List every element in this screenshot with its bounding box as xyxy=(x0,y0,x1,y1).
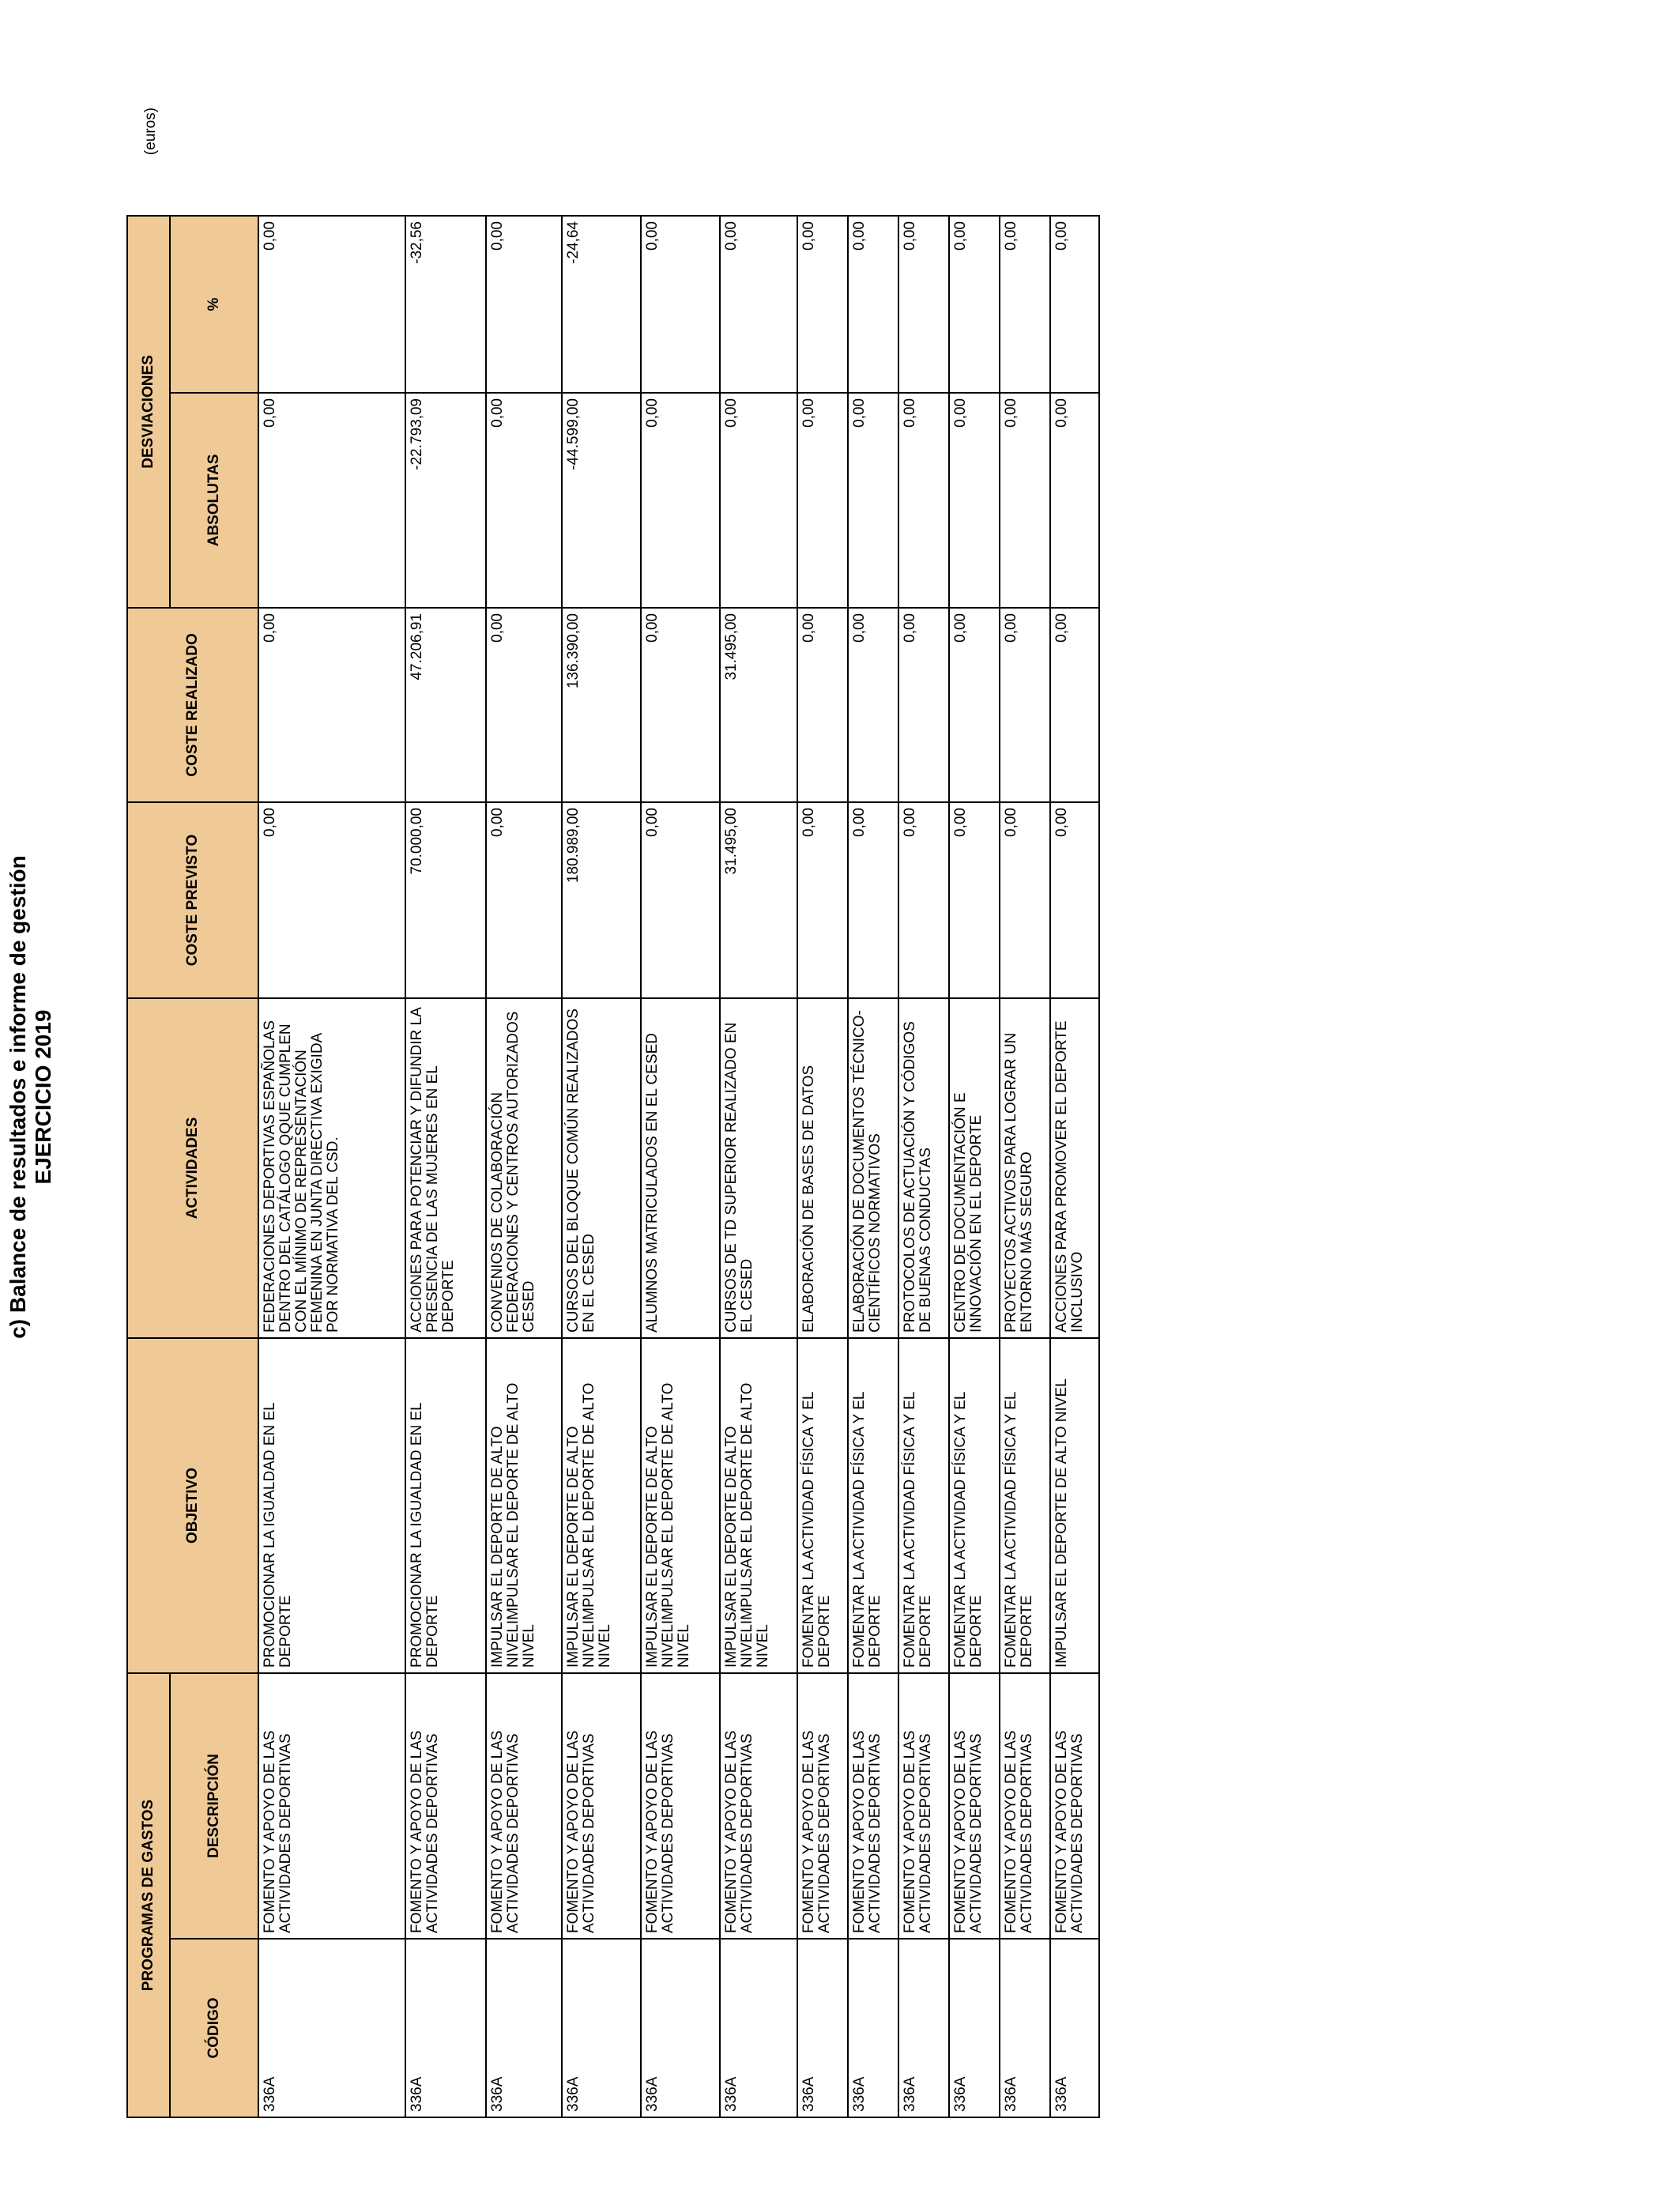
cell-pct: 0,00 xyxy=(1050,216,1099,393)
cell-pct: 0,00 xyxy=(949,216,1000,393)
cell-descripcion: FOMENTO Y APOYO DE LAS ACTIVIDADES DEPORTIVAS xyxy=(898,1673,949,1939)
table-row xyxy=(949,216,1000,2117)
cell-coste-previsto: 0,00 xyxy=(949,802,1000,998)
cell-descripcion: FOMENTO Y APOYO DE LAS ACTIVIDADES DEPORTIVAS xyxy=(949,1673,1000,1939)
cell-absolutas: 0,00 xyxy=(898,393,949,608)
cell-absolutas: 0,00 xyxy=(1050,393,1099,608)
cell-coste-realizado: 47.206,91 xyxy=(405,608,486,802)
cell-objetivo: FOMENTAR LA ACTIVIDAD FÍSICA Y EL DEPORTE xyxy=(848,1338,898,1673)
table-row xyxy=(898,216,949,2117)
cell-pct: -32,56 xyxy=(405,216,486,393)
cell-pct: -24,64 xyxy=(562,216,641,393)
document-title: c) Balance de resultados e informe de gestión xyxy=(6,855,30,1339)
cell-objetivo: PROMOCIONAR LA IGUALDAD EN EL DEPORTE xyxy=(405,1338,486,1673)
cell-coste-realizado: 0,00 xyxy=(797,608,848,802)
cell-coste-realizado: 136.390,00 xyxy=(562,608,641,802)
cell-coste-realizado: 0,00 xyxy=(1000,608,1050,802)
table-row xyxy=(720,216,797,2117)
table-row xyxy=(848,216,898,2117)
cell-absolutas: 0,00 xyxy=(486,393,562,608)
cell-coste-realizado: 0,00 xyxy=(949,608,1000,802)
cell-pct: 0,00 xyxy=(797,216,848,393)
cell-actividad: FEDERACIONES DEPORTIVAS ESPAÑOLAS DENTRO DEL CATÁLOGO QQUE CUMPLEN CON EL MÍNIMO DE REPRESENTACIÓN FEMENINA EN JUNTA DIRECTIVA EXIGIDA POR NORMATIVA DEL CSD. xyxy=(258,998,405,1338)
cell-pct: 0,00 xyxy=(641,216,720,393)
unit-label: (euros) xyxy=(142,107,159,156)
cell-actividad: PROYECTOS ACTIVOS PARA LOGRAR UN ENTORNO MÁS SEGURO xyxy=(1000,998,1050,1338)
cell-coste-realizado: 0,00 xyxy=(641,608,720,802)
cell-objetivo: IMPULSAR EL DEPORTE DE ALTO NIVELIMPULSAR EL DEPORTE DE ALTO NIVEL xyxy=(562,1338,641,1673)
results-table xyxy=(126,215,1100,2118)
cell-actividad: ELABORACIÓN DE DOCUMENTOS TÉCNICO-CIENTÍFICOS NORMATIVOS xyxy=(848,998,898,1338)
cell-codigo: 336A xyxy=(405,1939,486,2117)
cell-coste-previsto: 70.000,00 xyxy=(405,802,486,998)
cell-coste-previsto: 0,00 xyxy=(258,802,405,998)
table-row xyxy=(562,216,641,2117)
cell-absolutas: 0,00 xyxy=(949,393,1000,608)
header-absolutas: ABSOLUTAS xyxy=(170,393,258,608)
cell-actividad: CONVENIOS DE COLABORACIÓN FEDERACIONES Y CENTROS AUTORIZADOS CESED xyxy=(486,998,562,1338)
header-desviaciones: DESVIACIONES xyxy=(127,216,170,608)
cell-objetivo: FOMENTAR LA ACTIVIDAD FÍSICA Y EL DEPORTE xyxy=(949,1338,1000,1673)
cell-absolutas: 0,00 xyxy=(641,393,720,608)
header-pct: % xyxy=(170,216,258,393)
cell-codigo: 336A xyxy=(797,1939,848,2117)
cell-coste-previsto: 0,00 xyxy=(797,802,848,998)
cell-descripcion: FOMENTO Y APOYO DE LAS ACTIVIDADES DEPORTIVAS xyxy=(848,1673,898,1939)
cell-pct: 0,00 xyxy=(1000,216,1050,393)
cell-actividad: CURSOS DE TD SUPERIOR REALIZADO EN EL CESED xyxy=(720,998,797,1338)
cell-objetivo: FOMENTAR LA ACTIVIDAD FÍSICA Y EL DEPORTE xyxy=(797,1338,848,1673)
cell-coste-realizado: 0,00 xyxy=(848,608,898,802)
cell-objetivo: IMPULSAR EL DEPORTE DE ALTO NIVELIMPULSAR EL DEPORTE DE ALTO NIVEL xyxy=(720,1338,797,1673)
cell-pct: 0,00 xyxy=(486,216,562,393)
header-coste-realizado: COSTE REALIZADO xyxy=(127,608,258,802)
cell-descripcion: FOMENTO Y APOYO DE LAS ACTIVIDADES DEPORTIVAS xyxy=(797,1673,848,1939)
cell-codigo: 336A xyxy=(562,1939,641,2117)
cell-coste-previsto: 180.989,00 xyxy=(562,802,641,998)
cell-coste-realizado: 0,00 xyxy=(1050,608,1099,802)
cell-codigo: 336A xyxy=(1000,1939,1050,2117)
cell-actividad: ACCIONES PARA PROMOVER EL DEPORTE INCLUSIVO xyxy=(1050,998,1099,1338)
cell-objetivo: FOMENTAR LA ACTIVIDAD FÍSICA Y EL DEPORTE xyxy=(1000,1338,1050,1673)
header-codigo: CÓDIGO xyxy=(170,1939,258,2117)
cell-coste-previsto: 0,00 xyxy=(898,802,949,998)
table-row xyxy=(641,216,720,2117)
cell-descripcion: FOMENTO Y APOYO DE LAS ACTIVIDADES DEPORTIVAS xyxy=(562,1673,641,1939)
cell-absolutas: 0,00 xyxy=(797,393,848,608)
cell-actividad: CENTRO DE DOCUMENTACIÓN E INNOVACIÓN EN EL DEPORTE xyxy=(949,998,1000,1338)
header-programas: PROGRAMAS DE GASTOS xyxy=(127,1673,170,2117)
cell-coste-previsto: 31.495,00 xyxy=(720,802,797,998)
cell-actividad: ACCIONES PARA POTENCIAR Y DIFUNDIR LA PRESENCIA DE LAS MUJERES EN EL DEPORTE xyxy=(405,998,486,1338)
cell-codigo: 336A xyxy=(258,1939,405,2117)
header-objetivo: OBJETIVO xyxy=(127,1338,258,1673)
cell-objetivo: PROMOCIONAR LA IGUALDAD EN EL DEPORTE xyxy=(258,1338,405,1673)
cell-descripcion: FOMENTO Y APOYO DE LAS ACTIVIDADES DEPORTIVAS xyxy=(405,1673,486,1939)
table-row xyxy=(258,216,405,2117)
cell-pct: 0,00 xyxy=(898,216,949,393)
cell-coste-realizado: 0,00 xyxy=(898,608,949,802)
cell-absolutas: 0,00 xyxy=(720,393,797,608)
table-row xyxy=(486,216,562,2117)
table-row xyxy=(797,216,848,2117)
cell-objetivo: IMPULSAR EL DEPORTE DE ALTO NIVELIMPULSAR EL DEPORTE DE ALTO NIVEL xyxy=(486,1338,562,1673)
cell-codigo: 336A xyxy=(641,1939,720,2117)
header-actividades: ACTIVIDADES xyxy=(127,998,258,1338)
cell-descripcion: FOMENTO Y APOYO DE LAS ACTIVIDADES DEPORTIVAS xyxy=(1000,1673,1050,1939)
cell-coste-previsto: 0,00 xyxy=(1050,802,1099,998)
cell-actividad: CURSOS DEL BLOQUE COMÚN REALIZADOS EN EL CESED xyxy=(562,998,641,1338)
table-row xyxy=(405,216,486,2117)
cell-objetivo: IMPULSAR EL DEPORTE DE ALTO NIVEL xyxy=(1050,1338,1099,1673)
cell-coste-realizado: 31.495,00 xyxy=(720,608,797,802)
cell-objetivo: FOMENTAR LA ACTIVIDAD FÍSICA Y EL DEPORTE xyxy=(898,1338,949,1673)
cell-objetivo: IMPULSAR EL DEPORTE DE ALTO NIVELIMPULSAR EL DEPORTE DE ALTO NIVEL xyxy=(641,1338,720,1673)
cell-descripcion: FOMENTO Y APOYO DE LAS ACTIVIDADES DEPORTIVAS xyxy=(1050,1673,1099,1939)
document-subtitle: EJERCICIO 2019 xyxy=(31,1009,55,1185)
table-body xyxy=(258,216,1099,2117)
cell-coste-previsto: 0,00 xyxy=(486,802,562,998)
cell-descripcion: FOMENTO Y APOYO DE LAS ACTIVIDADES DEPORTIVAS xyxy=(720,1673,797,1939)
cell-codigo: 336A xyxy=(1050,1939,1099,2117)
cell-pct: 0,00 xyxy=(258,216,405,393)
cell-codigo: 336A xyxy=(848,1939,898,2117)
cell-codigo: 336A xyxy=(949,1939,1000,2117)
cell-coste-previsto: 0,00 xyxy=(1000,802,1050,998)
cell-absolutas: 0,00 xyxy=(1000,393,1050,608)
cell-pct: 0,00 xyxy=(720,216,797,393)
cell-codigo: 336A xyxy=(720,1939,797,2117)
cell-pct: 0,00 xyxy=(848,216,898,393)
cell-actividad: ALUMNOS MATRICULADOS EN EL CESED xyxy=(641,998,720,1338)
cell-coste-previsto: 0,00 xyxy=(848,802,898,998)
cell-absolutas: -44.599,00 xyxy=(562,393,641,608)
table-row xyxy=(1000,216,1050,2117)
cell-absolutas: 0,00 xyxy=(848,393,898,608)
cell-actividad: ELABORACIÓN DE BASES DE DATOS xyxy=(797,998,848,1338)
table-row xyxy=(1050,216,1099,2117)
cell-descripcion: FOMENTO Y APOYO DE LAS ACTIVIDADES DEPORTIVAS xyxy=(641,1673,720,1939)
cell-descripcion: FOMENTO Y APOYO DE LAS ACTIVIDADES DEPORTIVAS xyxy=(486,1673,562,1939)
cell-absolutas: 0,00 xyxy=(258,393,405,608)
cell-descripcion: FOMENTO Y APOYO DE LAS ACTIVIDADES DEPORTIVAS xyxy=(258,1673,405,1939)
cell-coste-previsto: 0,00 xyxy=(641,802,720,998)
cell-coste-realizado: 0,00 xyxy=(258,608,405,802)
cell-codigo: 336A xyxy=(486,1939,562,2117)
cell-actividad: PROTOCOLOS DE ACTUACIÓN Y CÓDIGOS DE BUENAS CONDUCTAS xyxy=(898,998,949,1338)
cell-coste-realizado: 0,00 xyxy=(486,608,562,802)
header-descripcion: DESCRIPCIÓN xyxy=(170,1673,258,1939)
header-coste-previsto: COSTE PREVISTO xyxy=(127,802,258,998)
cell-codigo: 336A xyxy=(898,1939,949,2117)
cell-absolutas: -22.793,09 xyxy=(405,393,486,608)
